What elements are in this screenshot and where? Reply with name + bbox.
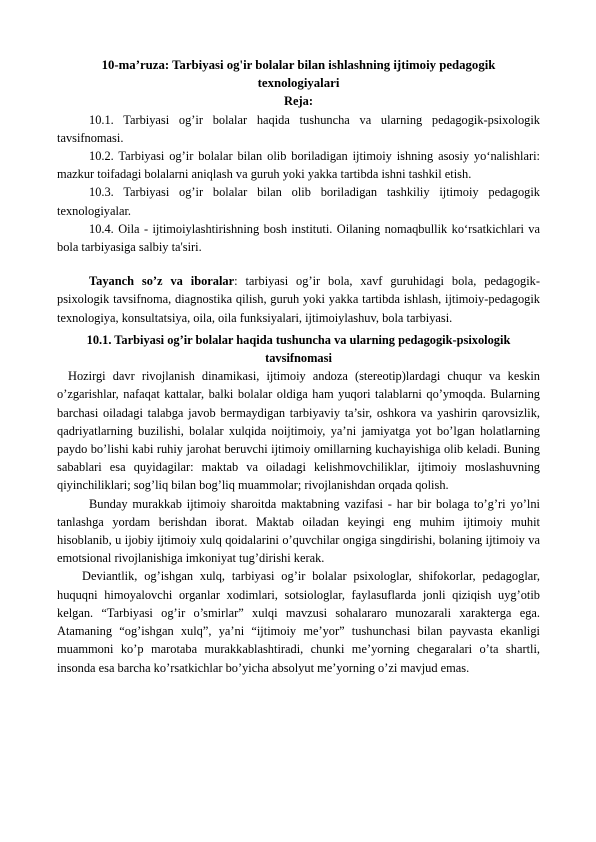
body-paragraph-1: Hozirgi davr rivojlanish dinamikasi, ijtimoiy andoza (stereotip)lardagi chuqur va keskin o’zgarishlar, nafaqat kattalar, balki bolalar oldiga ham yuqori talablarni qo’ymoqda. Bularning barchasi oiladagi talabga javob bermaydigan tarbiyaviy ta’sir, oshkora va yashirin qarovsizlik, qadriyatlarning buzilishi, bolalar xulqida noijtimoiy, ya’ni jamiyatga yot bo’lgan holatlarning paydo bo’lishi kabi ruhiy jarohat beruvchi ijtimoiy omillarning kuchayishiga olib keladi. Buning sabablari esa quyidagilar: maktab va oiladagi kelishmovchiliklar, ijtimoiy moslashuvning qiyinchiliklari; sog’liq bilan bog’liq muammolar; rivojlanishdan orqada qolish. [57,369,540,493]
plan-heading: Reja: [284,94,313,109]
plan-item-3: 10.3. Tarbiyasi og’ir bolalar bilan olib boriladigan tashkiliy ijtimoiy pedagogik texnologiyalar. [57,185,540,218]
section-heading: 10.1. Tarbiyasi og’ir bolalar haqida tushuncha va ularning pedagogik-psixologik tavsifnomasi [86,332,511,366]
document-page [57,56,540,677]
keywords-label: Tayanch so’z va iboralar [89,274,235,289]
body-paragraph-3: Deviantlik, og’ishgan xulq, tarbiyasi og’ir bolalar psixologlar, shifokorlar, pedagoglar, huquqni himoyalovchi organlar xodimlari, sotsiologlar, faylasuflarda jonli qiziqish uyg’otib kelgan. “Tarbiyasi og’ir o’smirlar” xulqi mavzusi sohalararo munozarali xarakterga ega. Atamaning “og’ishgan xulq”, ya’ni “ijtimoiy me’yor” tushunchasi bilan payvasta ekanligi muammoni ko’p marotaba murakkablashtiradi, chunki me’yorning chegaralari o’ta shartli, insonda esa barcha ko’rsatkichlar bo’yicha absolyut me’yorning o’zi mavjud emas. [57,569,540,675]
spacer [57,256,540,272]
body-paragraph-2: Bunday murakkab ijtimoiy sharoitda maktabning vazifasi - har bir bolaga to’g’ri yo’lni tanlashga yordam berishdan iborat. Maktab oiladan keyingi eng muhim ijtimoiy muhit hisoblanib, u ijobiy ijtimoiy xulq qoidalarini o’quvchilar ongiga singdirishi, bolaning ijtimoiy va emotsional rivojlanishiga imkoniyat tug’dirishi kerak. [57,496,540,566]
plan-item-2: 10.2. Tarbiyasi og’ir bolalar bilan olib boriladigan ijtimoiy ishning asosiy yo‘nalishlari: mazkur toifadagi bolalarni aniqlash va guruh yoki yakka tartibda ishni tashkil etish. [57,149,540,182]
keywords-text: : tarbiyasi og’ir bola, xavf guruhidagi bola, pedagogik-psixologik tavsifnoma, diagnostika qilish, guruh yoki yakka tartibda ishlash, ijtimoiy-pedagogik texnologiya, konsultatsiya, oila, oila funksiyalari, ijtimoiylashuv, bola tarbiyasi. [57,274,540,325]
keywords-paragraph [57,272,540,327]
lecture-title: 10-ma’ruza: Tarbiyasi og'ir bolalar bilan ishlashning ijtimoiy pedagogik texnologiyalari [101,58,496,91]
plan-item-4: 10.4. Oila - ijtimoiylashtirishning bosh instituti. Oilaning nomaqbullik ko‘rsatkichlari va bola tarbiyasiga salbiy ta'siri. [57,221,540,255]
plan-item-1: 10.1. Tarbiyasi og’ir bolalar haqida tushuncha va ularning pedagogik-psixologik tavsifnomasi. [57,112,540,145]
